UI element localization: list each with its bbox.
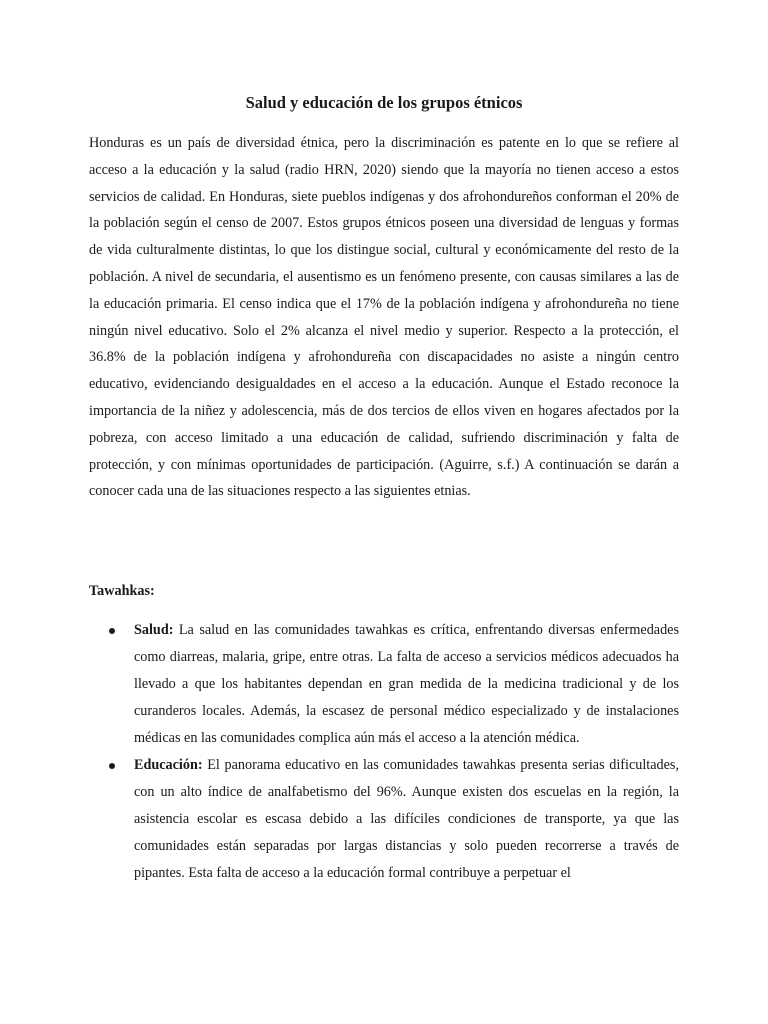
- bullet-item-salud: [89, 617, 679, 752]
- bullet-text: La salud en las comunidades tawahkas es crítica, enfrentando diversas enfermedades como diarreas, malaria, gripe, entre otras. La falta de acceso a servicios médicos adecuados ha llevado a que los habitantes dependan en gran medida de la medicina tradicional y de los curanderos locales. Además, la escasez de personal médico especializado y de instalaciones médicas en las comunidades complica aún más el acceso a la atención médica.: [134, 622, 679, 746]
- bullet-label: Educación:: [134, 757, 203, 773]
- section-heading-tawahkas: Tawahkas:: [89, 583, 155, 599]
- bullet-dot-icon: [109, 628, 115, 634]
- bullet-text: El panorama educativo en las comunidades tawahkas presenta serias dificultades, con un alto índice de analfabetismo del 96%. Aunque existen dos escuelas en la región, la asistencia escolar es escasa debido a las difíciles condiciones de transporte, ya que las comunidades están separadas por largas distancias y solo pueden recorrerse a través de pipantes. Esta falta de acceso a la educación formal contribuye a perpetuar el: [134, 757, 679, 881]
- bullet-list: [89, 617, 679, 887]
- bullet-dot-icon: [109, 763, 115, 769]
- page-title: Salud y educación de los grupos étnicos: [245, 93, 523, 112]
- intro-paragraph: Honduras es un país de diversidad étnica, pero la discriminación es patente en lo que se refiere al acceso a la educación y la salud (radio HRN, 2020) siendo que la mayoría no tienen acceso a estos servicios de calidad. En Honduras, siete pueblos indígenas y dos afrohondureños conforman el 20% de la población según el censo de 2007. Estos grupos étnicos poseen una diversidad de lenguas y formas de vida culturalmente distintas, lo que los distingue social, cultural y económicamente del resto de la población. A nivel de secundaria, el ausentismo es un fenómeno presente, con causas similares a las de la educación primaria. El censo indica que el 17% de la población indígena y afrohondureña no tiene ningún nivel educativo. Solo el 2% alcanza el nivel medio y superior. Respecto a la protección, el 36.8% de la población indígena y afrohondureña con discapacidades no asiste a ningún centro educativo, evidenciando desigualdades en el acceso a la educación. Aunque el Estado reconoce la importancia de la niñez y adolescencia, más de dos tercios de ellos viven en hogares afectados por la pobreza, con acceso limitado a una educación de calidad, sufriendo discriminación y falta de protección, y con mínimas oportunidades de participación. (Aguirre, s.f.) A continuación se darán a conocer cada una de las situaciones respecto a las siguientes etnias.: [89, 135, 679, 500]
- bullet-item-educacion: [89, 752, 679, 887]
- bullet-label: Salud:: [134, 622, 174, 638]
